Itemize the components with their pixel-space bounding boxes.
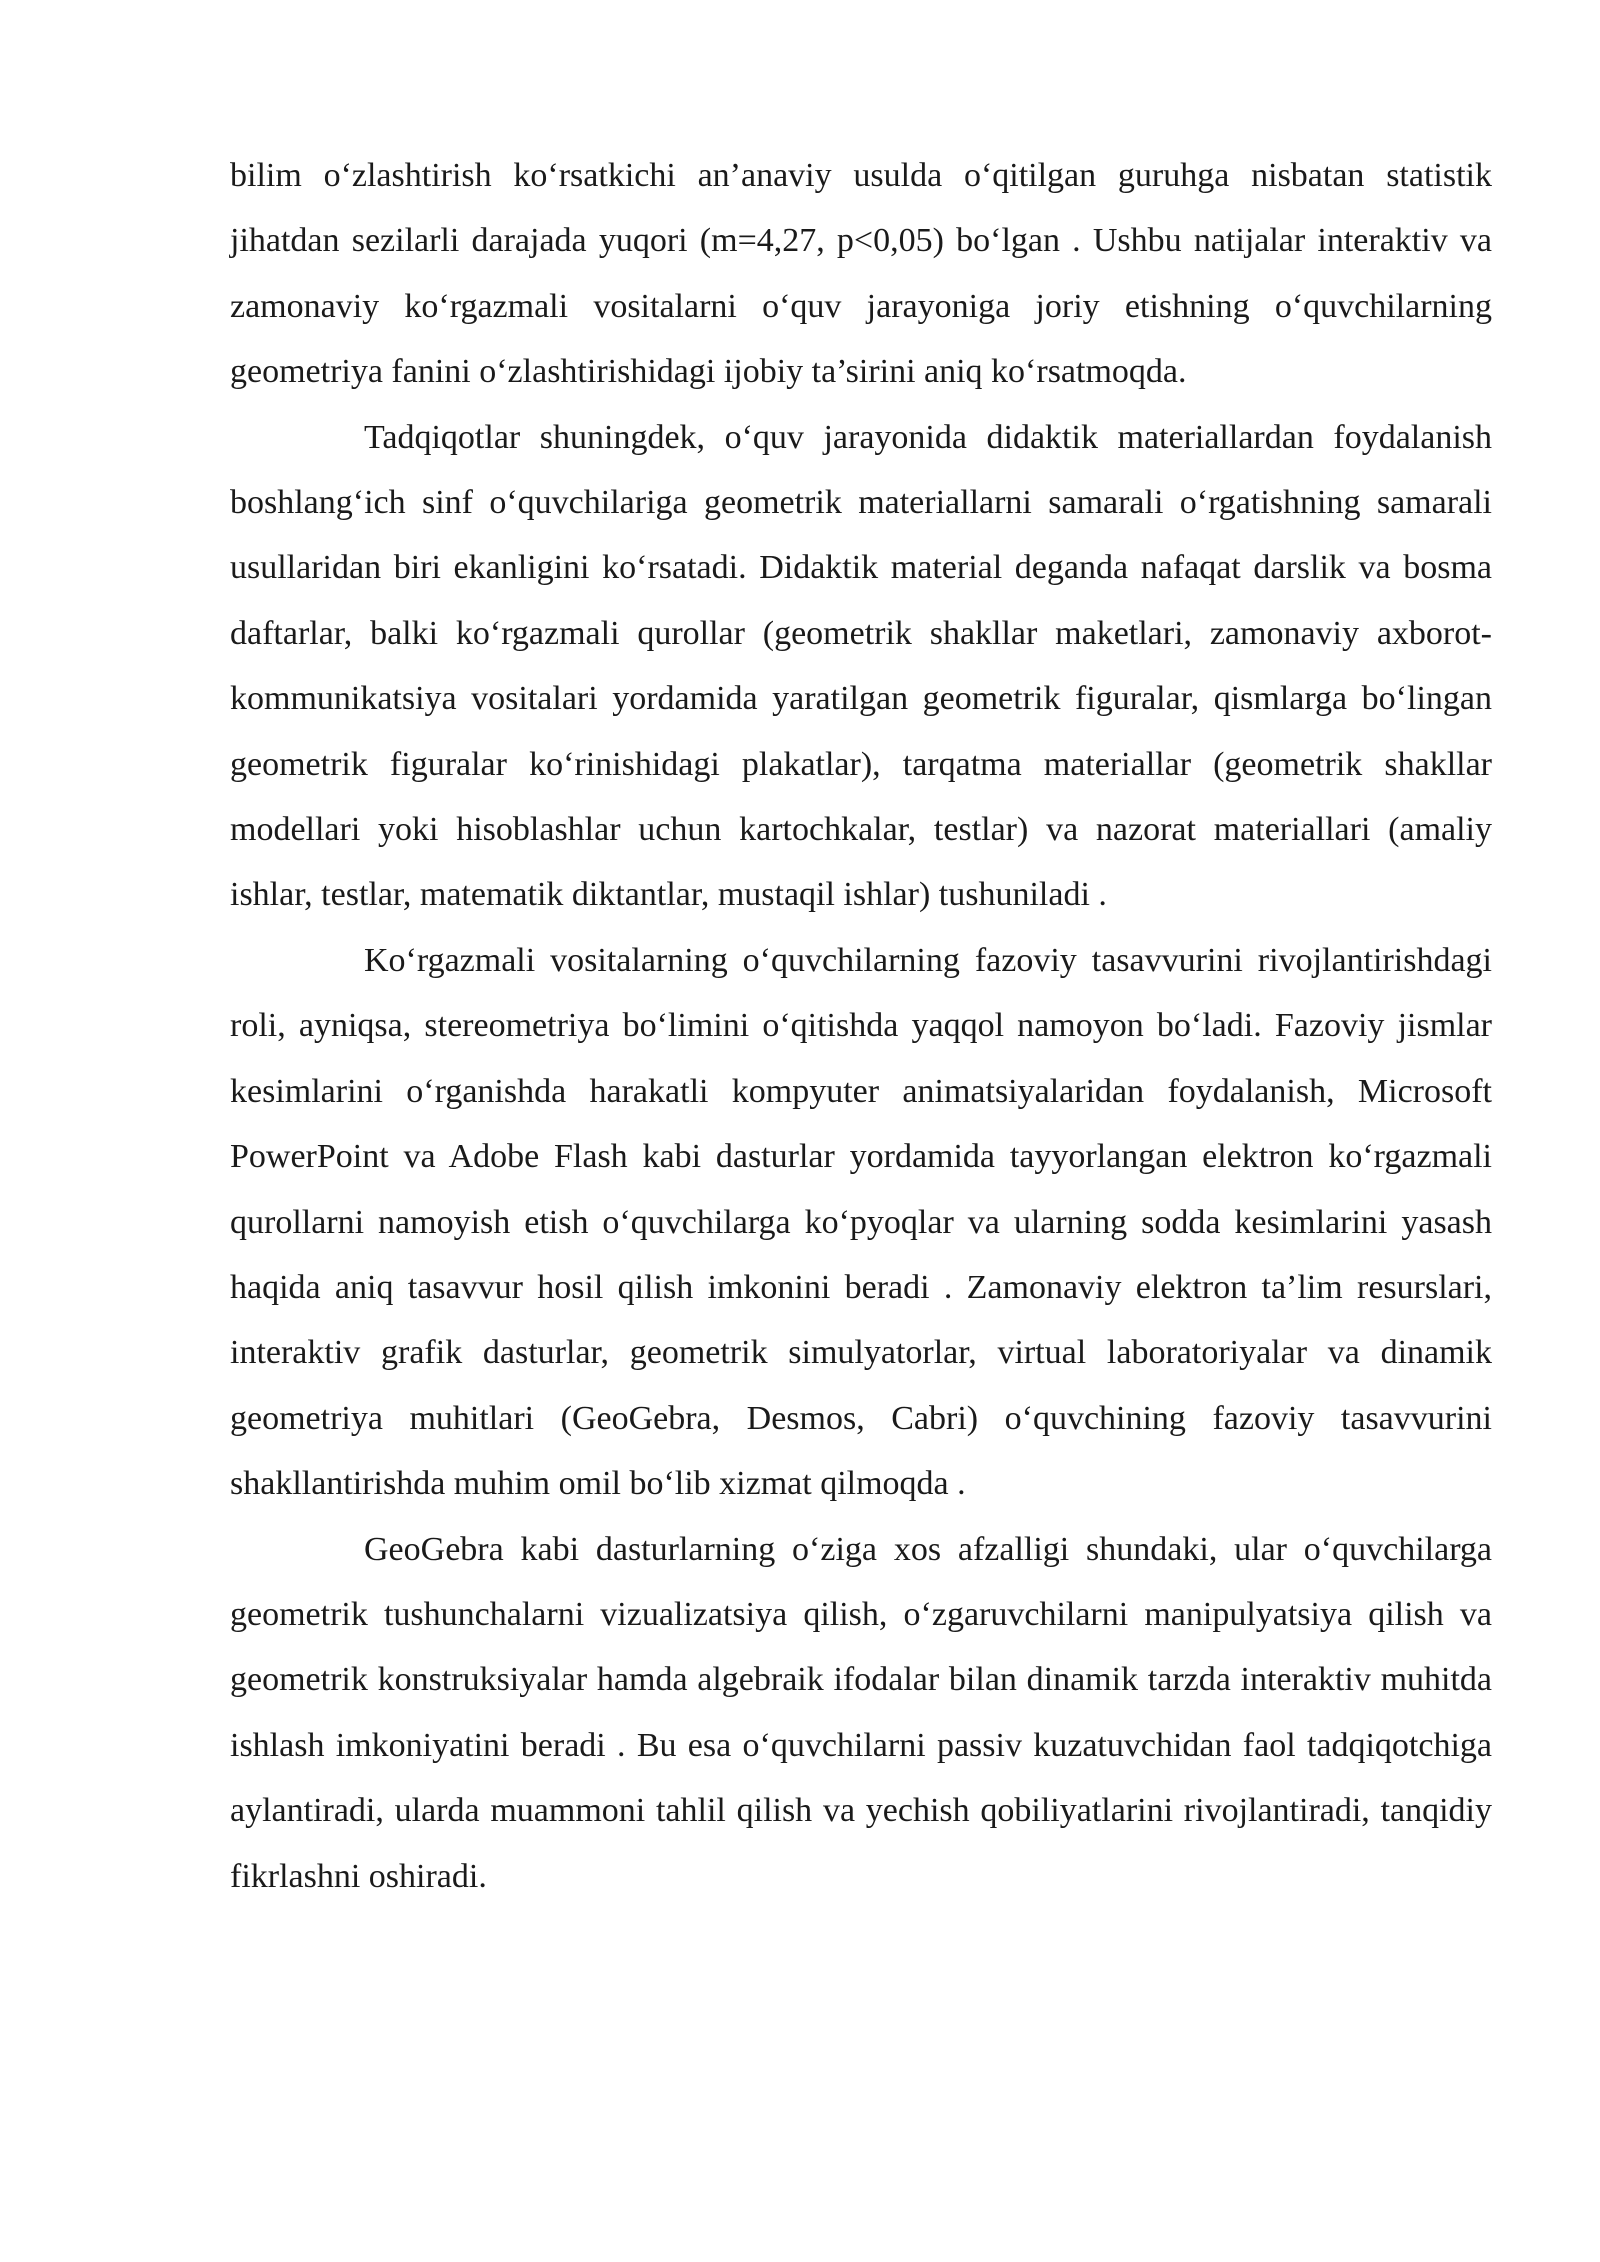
paragraph-continuation: bilim o‘zlashtirish ko‘rsatkichi an’anaviy usulda o‘qitilgan guruhga nisbatan statistik jihatdan sezilarli darajada yuqori (m=4,27, p<0,05) bo‘lgan . Ushbu natijalar interaktiv va zamonaviy ko‘rgazmali vositalarni o‘quv jarayoniga joriy etishning o‘quvchilarning geometriya fanini o‘zlashtirishidagi ijobiy ta’sirini aniq ko‘rsatmoqda.	[230, 157, 1492, 391]
paragraph-didactic-materials: Tadqiqotlar shuningdek, o‘quv jarayonida didaktik materiallardan foydalanish boshlang‘ich sinf o‘quvchilariga geometrik materiallarni samarali o‘rgatishning samarali usullaridan biri ekanligini ko‘rsatadi. Didaktik material deganda nafaqat darslik va bosma daftarlar, balki ko‘rgazmali qurollar (geometrik shakllar maketlari, zamonaviy axborot-kommunikatsiya vositalari yordamida yaratilgan geometrik figuralar, qismlarga bo‘lingan geometrik figuralar ko‘rinishidagi plakatlar), tarqatma materiallar (geometrik shakllar modellari yoki hisoblashlar uchun kartochkalar, testlar) va nazorat materiallari (amaliy ishlar, testlar, matematik diktantlar, mustaqil ishlar) tushuniladi .	[230, 418, 1492, 914]
paragraph-geogebra: GeoGebra kabi dasturlarning o‘ziga xos afzalligi shundaki, ular o‘quvchilarga geometrik tushunchalarni vizualizatsiya qilish, o‘zgaruvchilarni manipulyatsiya qilish va geometrik konstruksiyalar hamda algebraik ifodalar bilan dinamik tarzda interaktiv muhitda ishlash imkoniyatini beradi . Bu esa o‘quvchilarni passiv kuzatuvchidan faol tadqiqotchiga aylantiradi, ularda muammoni tahlil qilish va yechish qobiliyatlarini rivojlantiradi, tanqidiy fikrlashni oshiradi.	[230, 1530, 1492, 1895]
paragraph-visual-aids: Ko‘rgazmali vositalarning o‘quvchilarning fazoviy tasavvurini rivojlantirishdagi roli, ayniqsa, stereometriya bo‘limini o‘qitishda yaqqol namoyon bo‘ladi. Fazoviy jismlar kesimlarini o‘rganishda harakatli kompyuter animatsiyalaridan foydalanish, Microsoft PowerPoint va Adobe Flash kabi dasturlar yordamida tayyorlangan elektron ko‘rgazmali qurollarni namoyish etish o‘quvchilarga ko‘pyoqlar va ularning sodda kesimlarini yasash haqida aniq tasavvur hosil qilish imkonini beradi . Zamonaviy elektron ta’lim resurslari, interaktiv grafik dasturlar, geometrik simulyatorlar, virtual laboratoriyalar va dinamik geometriya muhitlari (GeoGebra, Desmos, Cabri) o‘quvchining fazoviy tasavvurini shakllantirishda muhim omil bo‘lib xizmat qilmoqda .	[230, 941, 1492, 1503]
body-text	[230, 143, 1492, 1909]
